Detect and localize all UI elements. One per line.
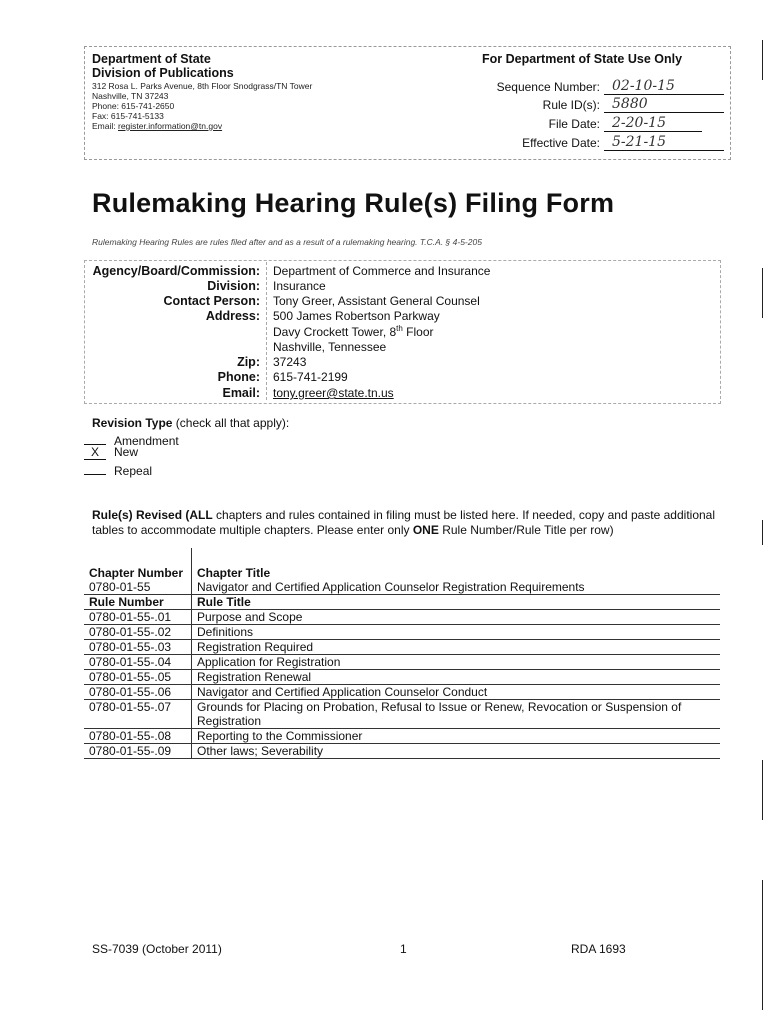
scan-edge-mark [762, 268, 763, 318]
table-row [84, 670, 720, 685]
address-line: Nashville, TN 37243 [92, 91, 169, 101]
rule-id-label: Rule ID(s): [542, 98, 600, 112]
page-subtitle: Rulemaking Hearing Rules are rules filed after and as a result of a rulemaking hearing. T.C.A. § 4-5-205 [92, 237, 482, 247]
address-line-1: 500 James Robertson Parkway [273, 309, 440, 323]
chapter-title-header: Chapter Title [197, 566, 271, 580]
phone-value: 615-741-2199 [273, 370, 348, 384]
email-label: Email: [92, 121, 116, 131]
rules-revised-instructions [92, 508, 732, 538]
department-block [92, 52, 234, 80]
revision-type-title [92, 416, 289, 430]
rule-number-header: Rule Number [84, 595, 192, 610]
rule-title: Other laws; Severability [192, 744, 721, 759]
rule-title: Reporting to the Commissioner [192, 729, 721, 744]
rule-number: 0780-01-55-.01 [84, 610, 192, 625]
rules-table [84, 548, 720, 759]
rule-title: Registration Required [192, 640, 721, 655]
address-line-3: Nashville, Tennessee [273, 340, 387, 354]
rules-intro-tail: Rule Number/Rule Title per row) [438, 523, 614, 537]
phone-label: Phone: [217, 370, 260, 384]
agency-divider [266, 262, 267, 400]
file-date-value: 2-20-15 [604, 116, 702, 132]
division-name: Division of Publications [92, 66, 234, 80]
address-label: Address: [205, 309, 260, 323]
rule-number: 0780-01-55-.09 [84, 744, 192, 759]
chapter-number: 0780-01-55 [84, 580, 192, 595]
table-row [84, 625, 720, 640]
agency-value: Department of Commerce and Insurance [273, 264, 491, 278]
revision-repeal[interactable] [84, 460, 152, 478]
agency-label: Agency/Board/Commission: [92, 264, 260, 278]
rule-number: 0780-01-55-.07 [84, 700, 192, 729]
zip-value: 37243 [273, 355, 307, 369]
scan-edge-mark [762, 40, 763, 80]
rule-title: Definitions [192, 625, 721, 640]
address-line-2 [273, 324, 434, 339]
chapter-row [84, 580, 720, 595]
form-id: SS-7039 (October 2011) [92, 942, 222, 956]
revision-repeal-checkbox[interactable] [84, 460, 106, 475]
revision-new-label: New [114, 445, 139, 459]
rule-number: 0780-01-55-.04 [84, 655, 192, 670]
revision-amendment-checkbox[interactable] [84, 430, 106, 445]
revision-type-instruction: (check all that apply): [172, 416, 290, 430]
rule-number: 0780-01-55-.06 [84, 685, 192, 700]
scan-edge-mark [762, 880, 763, 1010]
file-date-label: File Date: [548, 117, 600, 131]
table-row [84, 640, 720, 655]
chapter-header-row [84, 548, 720, 580]
email-line [92, 121, 312, 131]
publications-email-link[interactable]: register.information@tn.gov [118, 121, 223, 131]
department-name: Department of State [92, 52, 211, 66]
table-row [84, 744, 720, 759]
rule-number: 0780-01-55-.05 [84, 670, 192, 685]
division-label: Division: [207, 279, 260, 293]
chapter-number-header: Chapter Number [84, 548, 192, 580]
page-title: Rulemaking Hearing Rule(s) Filing Form [92, 188, 615, 218]
table-row [84, 700, 720, 729]
publications-address [92, 81, 312, 131]
rule-title: Application for Registration [192, 655, 721, 670]
revision-new-checkbox[interactable]: X [84, 445, 106, 460]
revision-type-bold: Revision Type [92, 416, 173, 430]
use-only-title: For Department of State Use Only [482, 52, 683, 66]
table-row [84, 685, 720, 700]
revision-repeal-label: Repeal [114, 464, 153, 478]
division-value: Insurance [273, 279, 326, 293]
address-line-2-main: Davy Crockett Tower, 8 [273, 325, 397, 339]
page-number: 1 [400, 942, 407, 956]
rda-number: RDA 1693 [571, 942, 626, 956]
scan-edge-mark [762, 520, 763, 545]
rules-intro-lead: Rule(s) Revised ( [92, 508, 190, 522]
contact-value: Tony Greer, Assistant General Counsel [273, 294, 480, 308]
email-label: Email: [222, 386, 260, 400]
rule-title-header: Rule Title [192, 595, 721, 610]
rule-id-value: 5880 [604, 97, 724, 113]
contact-label: Contact Person: [163, 294, 260, 308]
rule-title: Navigator and Certified Application Counselor Conduct [192, 685, 721, 700]
address-line-2-end: Floor [402, 325, 434, 339]
table-row [84, 729, 720, 744]
sequence-number-label: Sequence Number: [496, 80, 600, 94]
rule-number: 0780-01-55-.08 [84, 729, 192, 744]
sequence-number-value: 02-10-15 [604, 79, 724, 95]
rules-intro-one: ONE [412, 523, 439, 537]
rule-title: Registration Renewal [192, 670, 721, 685]
address-line: Fax: 615-741-5133 [92, 111, 164, 121]
address-line-2-sup: th [396, 324, 403, 333]
rule-number: 0780-01-55-.03 [84, 640, 192, 655]
rules-intro-all: ALL [189, 508, 213, 522]
address-line: Phone: 615-741-2650 [92, 101, 175, 111]
contact-email-link[interactable]: tony.greer@state.tn.us [273, 386, 394, 400]
chapter-title: Navigator and Certified Application Counselor Registration Requirements [192, 580, 721, 595]
rule-header-row [84, 595, 720, 610]
address-line: 312 Rosa L. Parks Avenue, 8th Floor Snodgrass/TN Tower [92, 81, 313, 91]
rules-intro-body: chapters and rules contained in filing must be listed here. If needed, copy and paste additional tables to accommodate multiple chapters. Please enter only [92, 508, 716, 537]
table-row [84, 655, 720, 670]
revision-new[interactable] [84, 445, 138, 460]
rule-title: Purpose and Scope [192, 610, 721, 625]
effective-date-value: 5-21-15 [604, 135, 724, 151]
revision-amendment-label: Amendment [114, 434, 179, 448]
rule-title: Grounds for Placing on Probation, Refusal to Issue or Renew, Revocation or Suspension of Registration [192, 700, 721, 729]
zip-label: Zip: [237, 355, 260, 369]
scan-edge-mark [762, 760, 763, 820]
table-row [84, 610, 720, 625]
rule-number: 0780-01-55-.02 [84, 625, 192, 640]
effective-date-label: Effective Date: [522, 136, 600, 150]
